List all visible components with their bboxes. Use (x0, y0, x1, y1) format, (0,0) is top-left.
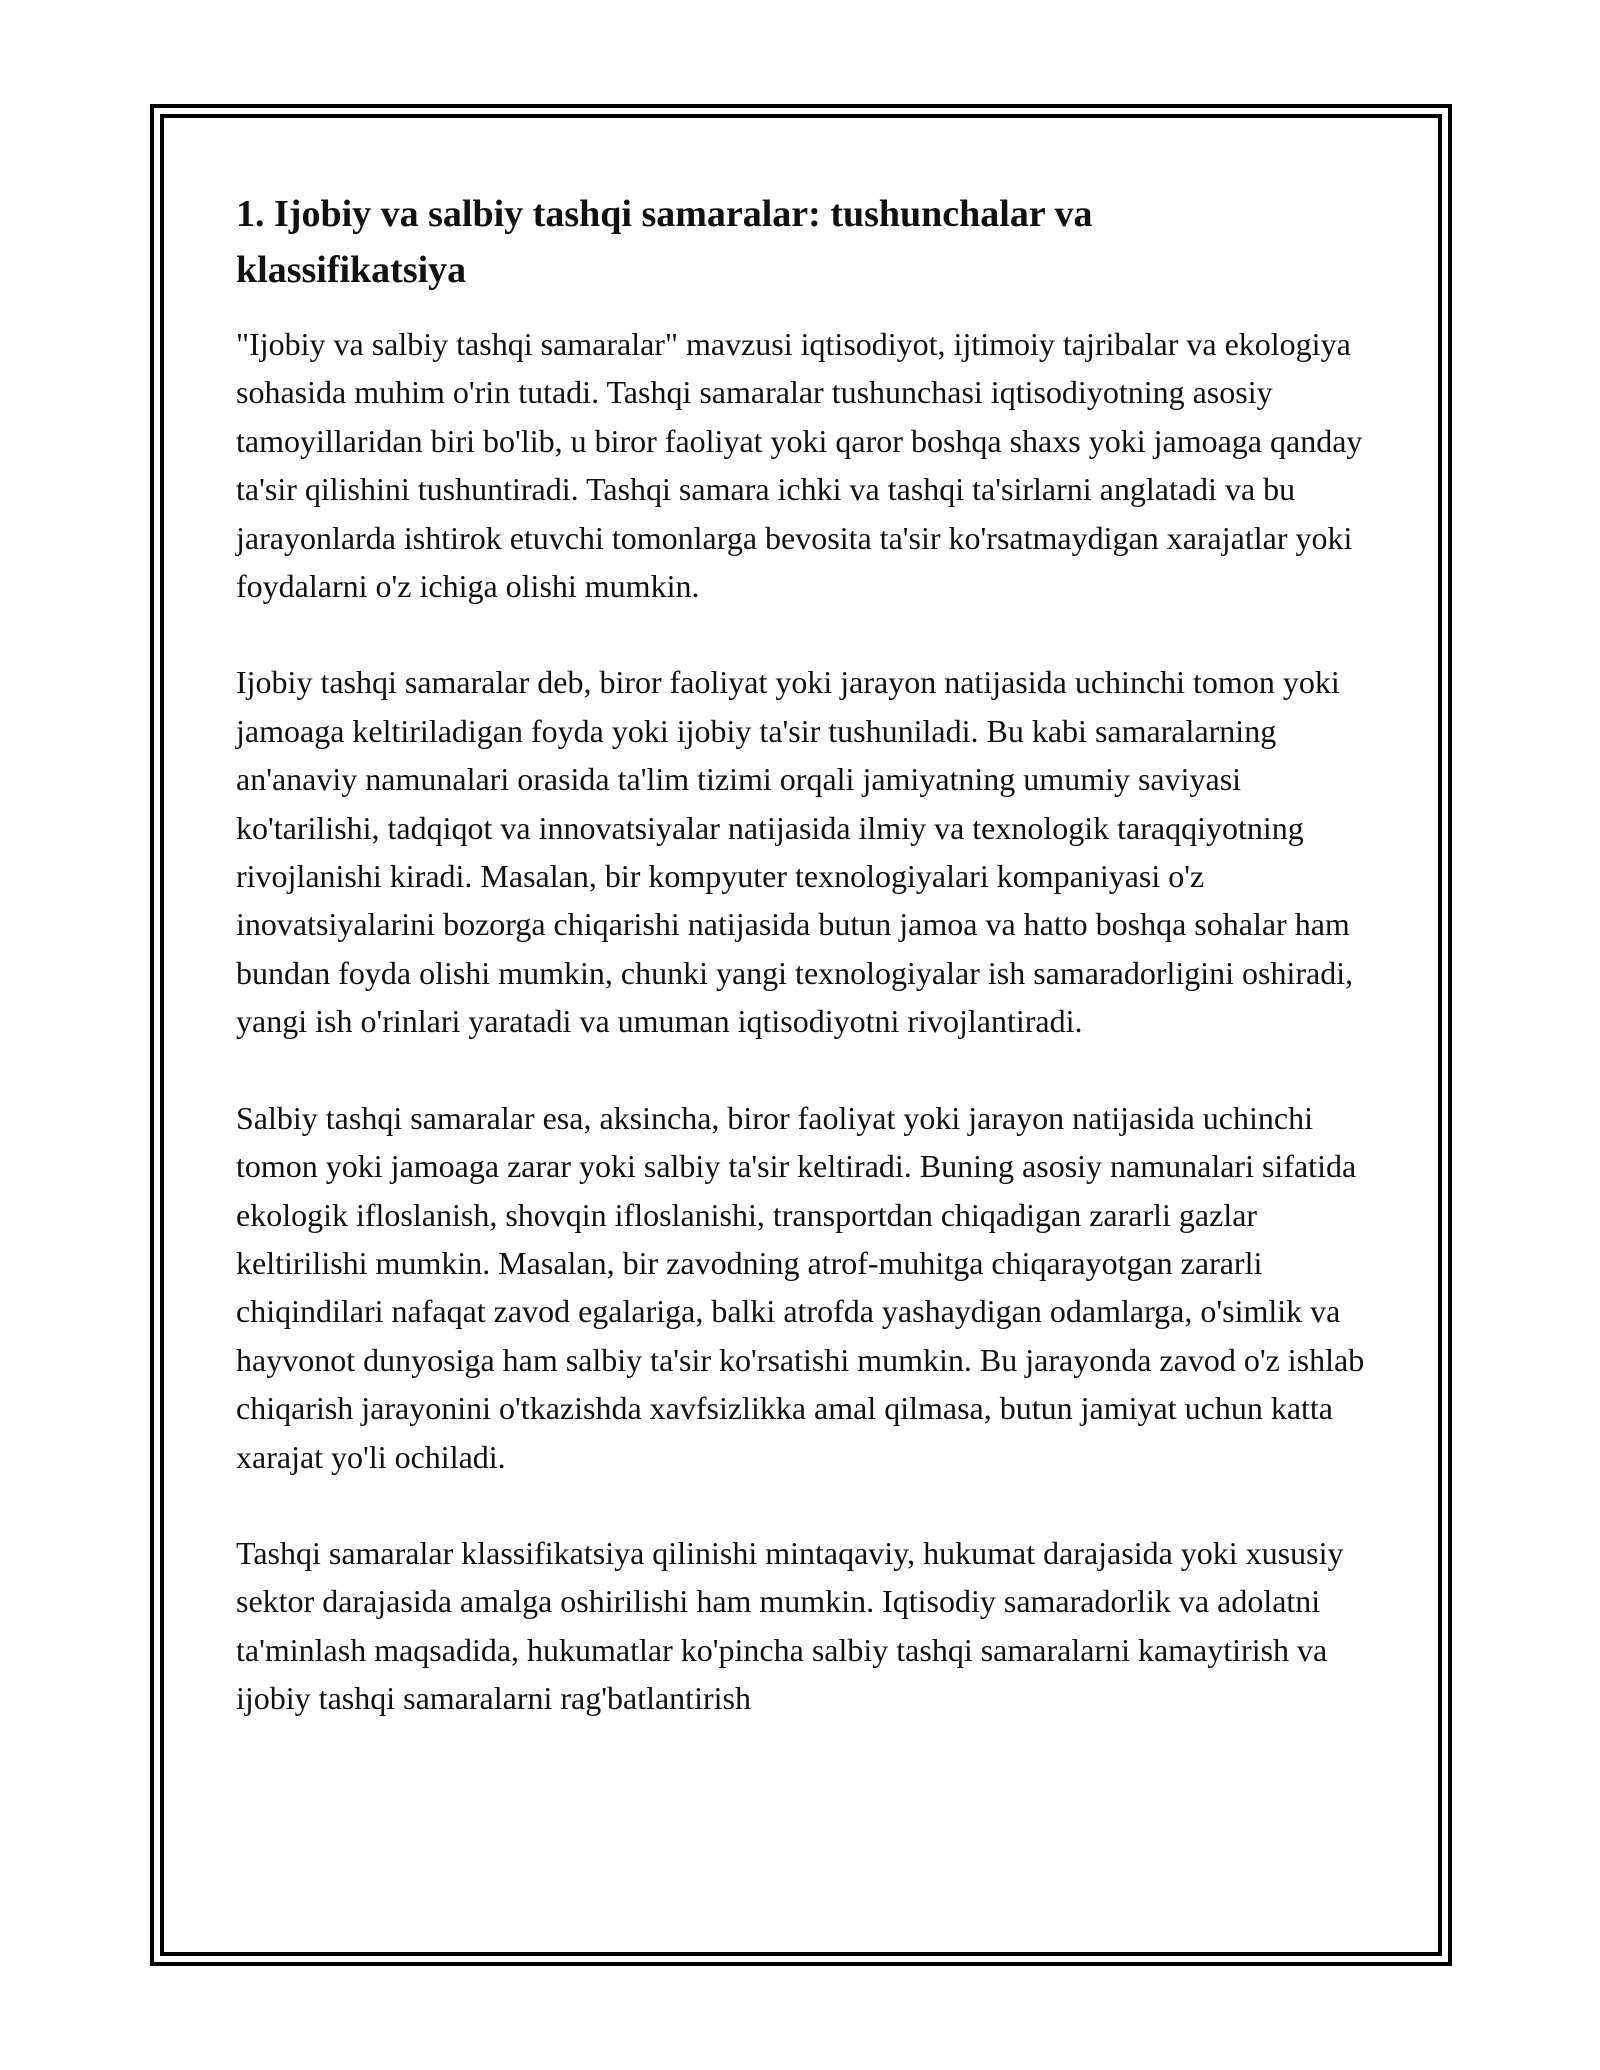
document-body (236, 186, 1376, 1771)
paragraph-negative-externalities: Salbiy tashqi samaralar esa, aksincha, biror faoliyat yoki jarayon natijasida uchinchi tomon yoki jamoaga zarar yoki salbiy ta'sir keltiradi. Buning asosiy namunalari sifatida ekologik ifloslanish, shovqin ifloslanishi, transportdan chiqadigan zararli gazlar keltirilishi mumkin. Masalan, bir zavodning atrof-muhitga chiqarayotgan zararli chiqindilari nafaqat zavod egalariga, balki atrofda yashaydigan odamlarga, o'simlik va hayvonot dunyosiga ham salbiy ta'sir ko'rsatishi mumkin. Bu jarayonda zavod o'z ishlab chiqarish jarayonini o'tkazishda xavfsizlikka amal qilmasa, butun jamiyat uchun katta xarajat yo'li ochiladi. (236, 1099, 1365, 1475)
paragraph-classification: Tashqi samaralar klassifikatsiya qilinishi mintaqaviy, hukumat darajasida yoki xususiy sektor darajasida amalga oshirilishi ham mumkin. Iqtisodiy samaradorlik va adolatni ta'minlash maqsadida, hukumatlar ko'pincha salbiy tashqi samaralarni kamaytirish va ijobiy tashqi samaralarni rag'batlantirish (236, 1534, 1344, 1717)
paragraph-intro: "Ijobiy va salbiy tashqi samaralar" mavzusi iqtisodiyot, ijtimoiy tajribalar va ekologiya sohasida muhim o'rin tutadi. Tashqi samaralar tushunchasi iqtisodiyotning asosiy tamoyillaridan biri bo'lib, u biror faoliyat yoki qaror boshqa shaxs yoki jamoaga qanday ta'sir qilishini tushuntiradi. Tashqi samara ichki va tashqi ta'sirlarni anglatadi va bu jarayonlarda ishtirok etuvchi tomonlarga bevosita ta'sir ko'rsatmaydigan xarajatlar yoki foydalarni o'z ichiga olishi mumkin. (236, 326, 1363, 605)
section-heading: 1. Ijobiy va salbiy tashqi samaralar: tushunchalar va klassifikatsiya (236, 193, 1093, 291)
paragraph-positive-externalities: Ijobiy tashqi samaralar deb, biror faoliyat yoki jarayon natijasida uchinchi tomon yoki jamoaga keltiriladigan foyda yoki ijobiy ta'sir tushuniladi. Bu kabi samaralarning an'anaviy namunalari orasida ta'lim tizimi orqali jamiyatning umumiy saviyasi ko'tarilishi, tadqiqot va innovatsiyalar natijasida ilmiy va texnologik taraqqiyotning rivojlanishi kiradi. Masalan, bir kompyuter texnologiyalari kompaniyasi o'z inovatsiyalarini bozorga chiqarishi natijasida butun jamoa va hatto boshqa sohalar ham bundan foyda olishi mumkin, chunki yangi texnologiyalar ish samaradorligini oshiradi, yangi ish o'rinlari yaratadi va umuman iqtisodiyotni rivojlantiradi. (236, 664, 1354, 1040)
